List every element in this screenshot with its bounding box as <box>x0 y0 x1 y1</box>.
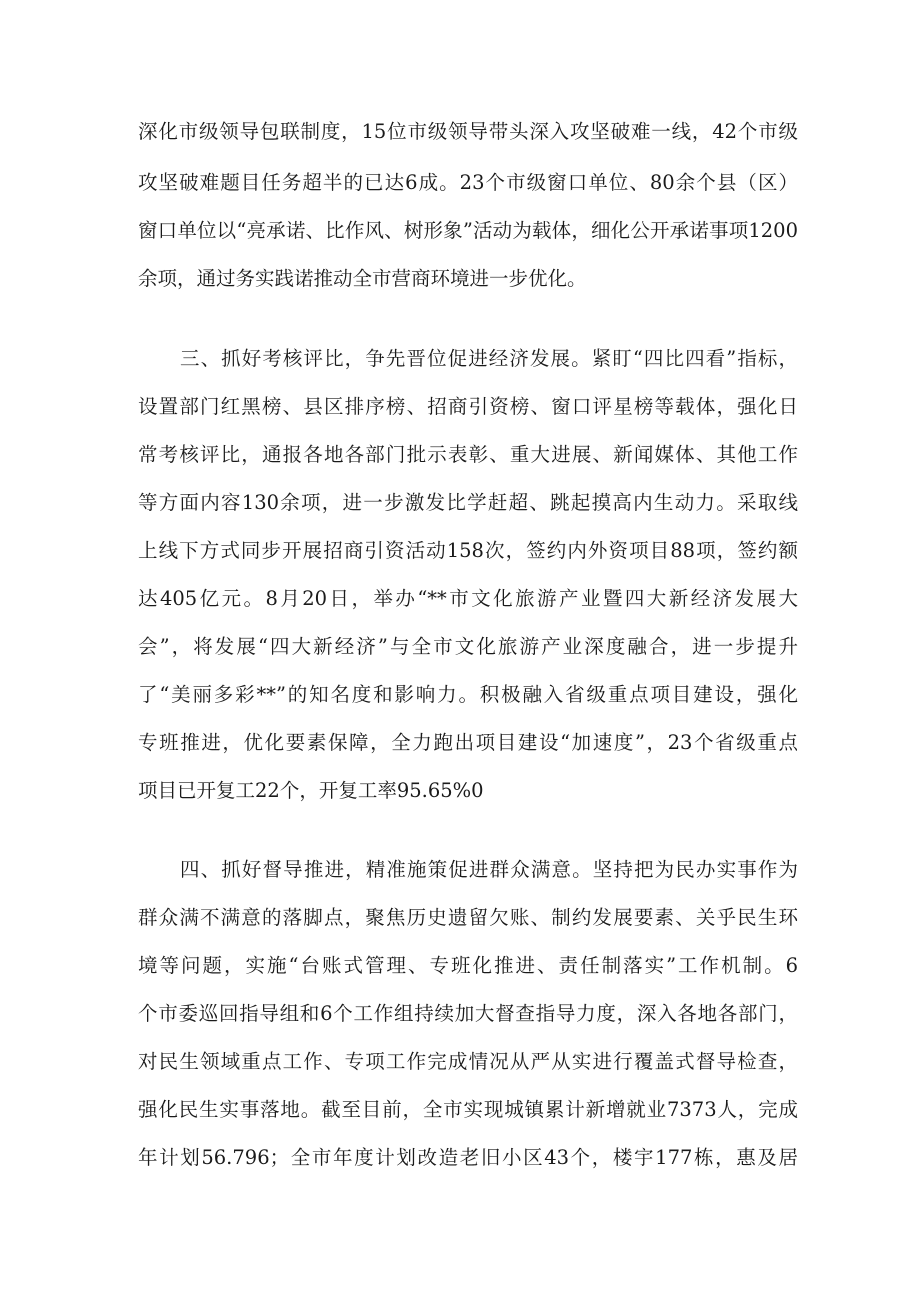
text-line: 对民生领域重点工作、专项工作完成情况从严从实进行覆盖式督导检查， <box>138 1050 798 1073</box>
paragraph-first-line: 三、抓好考核评比，争先晋位促进经济发展。紧盯“四比四看”指标， <box>180 347 798 370</box>
text-line: 上线下方式同步开展招商引资活动158次，签约内外资项目88项，签约额 <box>138 539 798 562</box>
text-line: 年计划56.796；全市年度计划改造老旧小区43个，楼宇177栋，惠及居 <box>138 1146 798 1169</box>
text-line: 个市委巡回指导组和6个工作组持续加大督查指导力度，深入各地各部门， <box>138 1002 798 1025</box>
text-line: 余项，通过务实践诺推动全市营商环境进一步优化。 <box>138 267 587 290</box>
text-line: 窗口单位以“亮承诺、比作风、树形象”活动为载体，细化公开承诺事项1200 <box>138 219 798 242</box>
text-line: 等方面内容130余项，进一步激发比学赶超、跳起摸高内生动力。采取线 <box>138 491 798 514</box>
text-line: 强化民生实事落地。截至目前，全市实现城镇累计新增就业7373人，完成 <box>138 1098 798 1121</box>
text-line: 项目已开复工22个，开复工率95.65%0 <box>138 779 484 802</box>
text-line: 攻坚破难题目任务超半的已达6成。23个市级窗口单位、80余个县（区） <box>138 171 798 194</box>
text-line: 深化市级领导包联制度，15位市级领导带头深入攻坚破难一线，42个市级 <box>138 120 798 143</box>
text-line: 专班推进，优化要素保障，全力跑出项目建设“加速度”，23个省级重点 <box>138 731 798 754</box>
text-line: 境等问题，实施“台账式管理、专班化推进、责任制落实”工作机制。6 <box>138 954 798 977</box>
paragraph-first-line: 四、抓好督导推进，精准施策促进群众满意。坚持把为民办实事作为 <box>180 858 798 881</box>
text-line: 达405亿元。8月20日，举办“**市文化旅游产业暨四大新经济发展大 <box>138 587 798 610</box>
text-line: 常考核评比，通报各地各部门批示表彰、重大进展、新闻媒体、其他工作 <box>138 443 798 466</box>
text-line: 了“美丽多彩**”的知名度和影响力。积极融入省级重点项目建设，强化 <box>138 683 798 706</box>
text-line: 会”，将发展“四大新经济”与全市文化旅游产业深度融合，进一步提升 <box>138 635 798 658</box>
text-line: 设置部门红黑榜、县区排序榜、招商引资榜、窗口评星榜等载体，强化日 <box>138 395 798 418</box>
text-line: 群众满不满意的落脚点，聚焦历史遗留欠账、制约发展要素、关乎民生环 <box>138 906 798 929</box>
